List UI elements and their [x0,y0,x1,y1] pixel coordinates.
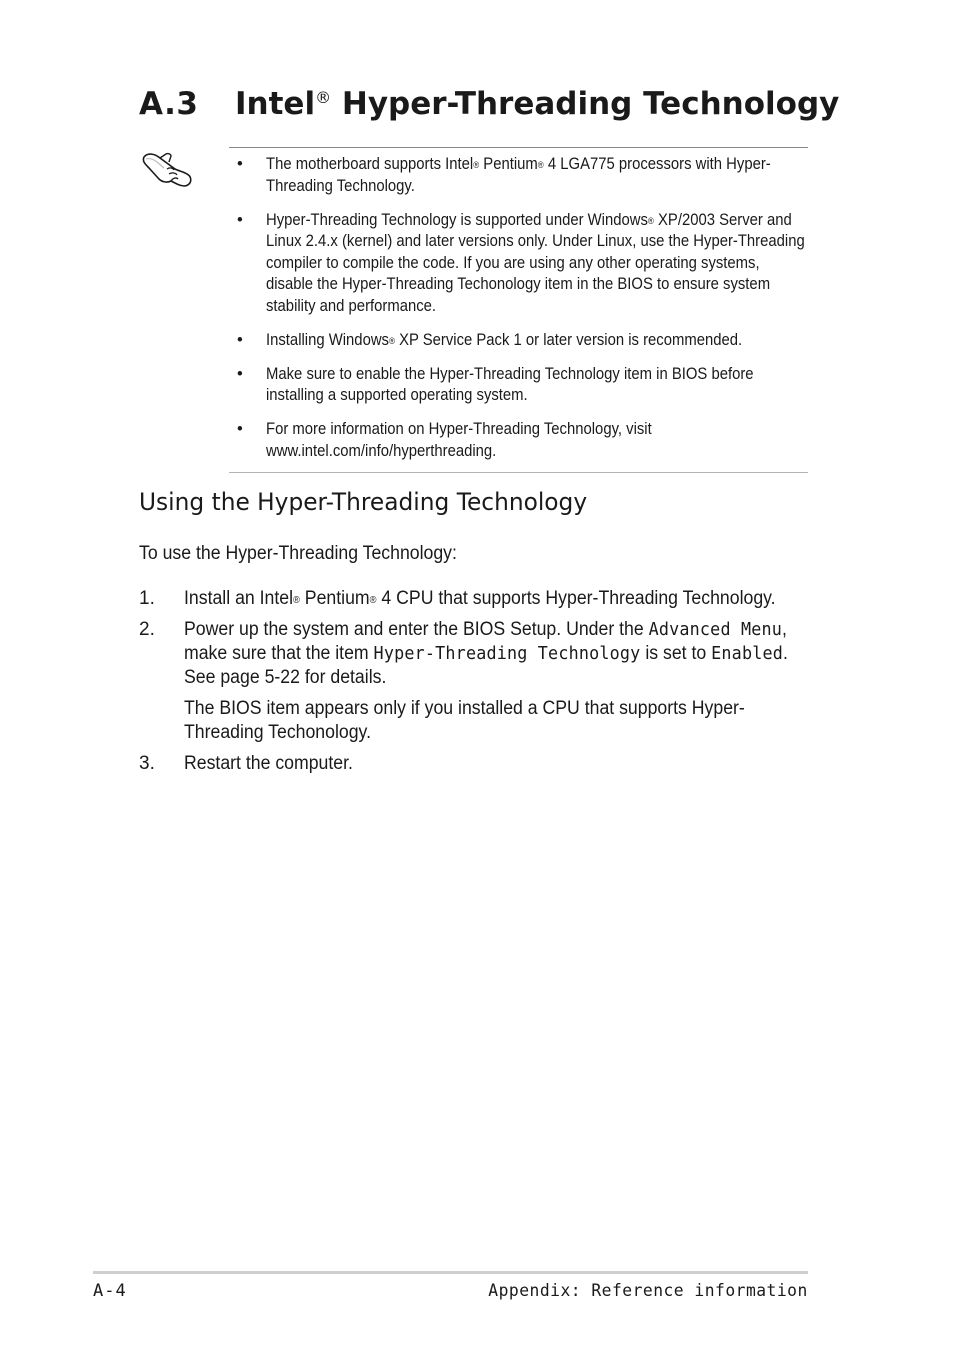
step-number: 2. [139,619,155,640]
step-note: The BIOS item appears only if you installed a CPU that supports Hyper-Threading Techonology. [184,698,745,743]
note-item: • Make sure to enable the Hyper-Threading Technology item in BIOS before installing a supported operating system. [237,364,754,404]
note-top-rule [229,147,808,148]
steps-list [139,587,819,783]
step-item: 2. Power up the system and enter the BIOS Setup. Under the Advanced Menu, make sure that the item Hyper-Threading Technology is set to Enabled. See page 5-22 for details. The BIOS item appears only if you installed a CPU that supports Hyper-Threading Techonology. [139,618,819,745]
bios-value: Enabled [711,643,784,664]
bullet-icon: • [237,420,243,438]
note-item: • Installing Windows® XP Service Pack 1 or later version is recommended. [237,330,809,352]
step-number: 1. [139,588,155,609]
note-item: • For more information on Hyper-Threading Technology, visit www.intel.com/info/hyperthreading. [237,420,652,460]
step-number: 3. [139,753,155,774]
section-title: Intel® Hyper-Threading Technology [235,86,840,122]
note-bottom-rule [229,472,808,473]
intro-text: To use the Hyper-Threading Technology: [139,543,457,564]
note-list [237,154,809,475]
bullet-icon: • [237,330,243,349]
section-number: A.3 [139,86,199,122]
bullet-icon: • [237,155,243,173]
step-item: 3. Restart the computer. [139,753,353,774]
note-item: • Hyper-Threading Technology is supported under Windows® XP/2003 Server and Linux 2.4.x (kernel) and later versions only. Under Linux, use the Hyper-Threading compiler to compile the code. If you are using any other operating systems, disable the Hyper-Threading Techonology item in the BIOS to ensure system stability and performance. [237,210,805,315]
bullet-icon: • [237,364,243,383]
subsection-title: Using the Hyper-Threading Technology [139,488,588,516]
bios-menu-name: Advanced Menu [648,619,783,640]
step-item: 1. Install an Intel® Pentium® 4 CPU that supports Hyper-Threading Technology. [139,588,776,609]
bios-item-name: Hyper-Threading Technology [373,643,641,664]
page-number: A-4 [93,1281,127,1301]
bullet-icon: • [237,210,243,229]
footer-rule [93,1271,808,1274]
pointing-hand-icon [140,145,196,189]
note-item: • The motherboard supports Intel® Pentium® 4 LGA775 processors with Hyper-Threading Technology. [237,155,771,195]
section-heading [139,86,840,130]
chapter-title: Appendix: Reference information [488,1281,808,1301]
